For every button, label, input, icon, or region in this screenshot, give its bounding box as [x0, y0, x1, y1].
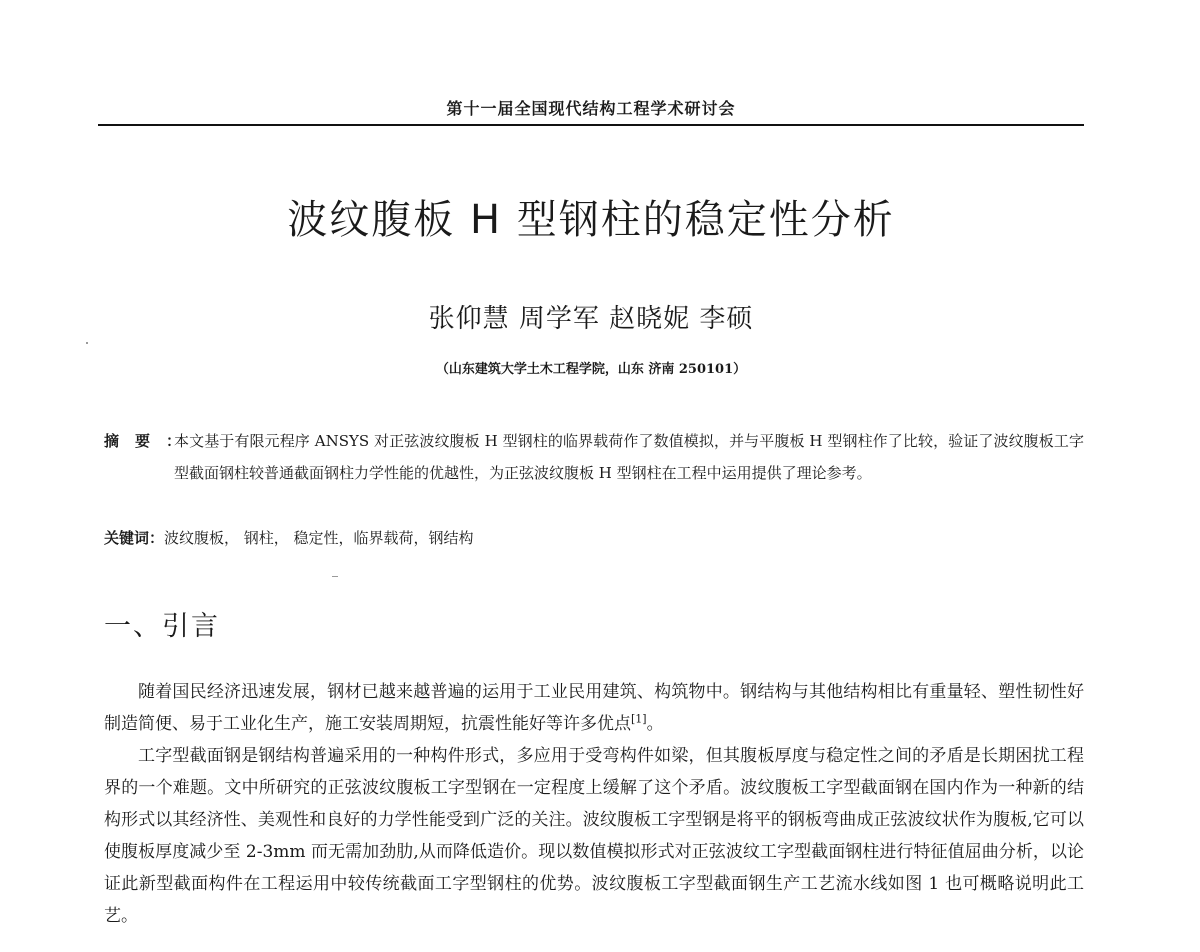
- section-body: [104, 676, 1084, 932]
- affiliation: （山东建筑大学土木工程学院，山东 济南 250101）: [435, 362, 747, 377]
- keywords-label: 关键词：: [104, 529, 165, 547]
- scan-speck: [332, 576, 338, 577]
- paragraph-end: 。: [646, 714, 664, 734]
- author-list: 张仰慧 周学军 赵晓妮 李硕: [428, 304, 754, 334]
- abstract-label: 摘要：: [104, 432, 198, 450]
- paragraph: [104, 676, 1084, 740]
- keywords-text: 波纹腹板， 钢柱， 稳定性，临界载荷，钢结构: [164, 529, 474, 547]
- paragraph-text: 随着国民经济迅速发展，钢材已越来越普遍的运用于工业民用建筑、构筑物中。钢结构与其他结构相比有重量轻、塑性韧性好制造简便、易于工业化生产，施工安装周期短，抗震性能好等许多优点: [104, 682, 1084, 734]
- paper-title: 波纹腹板 H 型钢柱的稳定性分析: [287, 197, 895, 243]
- section-heading-introduction: 一、引言: [104, 611, 220, 642]
- abstract-text: 本文基于有限元程序 ANSYS 对正弦波纹腹板 H 型钢柱的临界载荷作了数值模拟，并与平腹板 H 型钢柱作了比较，验证了波纹腹板工字型截面钢柱较普通截面钢柱力学性能的优越性，为正弦波纹腹板 H 型钢柱在工程中运用提供了理论参考。: [174, 432, 1084, 482]
- paragraph: 工字型截面钢是钢结构普遍采用的一种构件形式，多应用于受弯构件如梁，但其腹板厚度与稳定性之间的矛盾是长期困扰工程界的一个难题。文中所研究的正弦波纹腹板工字型钢在一定程度上缓解了这个矛盾。波纹腹板工字型截面钢在国内作为一种新的结构形式以其经济性、美观性和良好的力学性能受到广泛的关注。波纹腹板工字型钢是将平的钢板弯曲成正弦波纹状作为腹板,它可以使腹板厚度减少至 2-3mm 而无需加劲肋,从而降低造价。现以数值模拟形式对正弦波纹工字型截面钢柱进行特征值屈曲分析，以论证此新型截面构件在工程运用中较传统截面工字型钢柱的优势。波纹腹板工字型截面钢生产工艺流水线如图 1 也可概略说明此工艺。: [104, 746, 1084, 926]
- citation-ref: [1]: [631, 712, 647, 726]
- scan-speck: [86, 342, 88, 344]
- abstract-block: [104, 425, 1084, 489]
- header-rule: [98, 124, 1084, 126]
- running-header: 第十一届全国现代结构工程学术研讨会: [446, 99, 736, 118]
- keywords-block: [104, 524, 1084, 552]
